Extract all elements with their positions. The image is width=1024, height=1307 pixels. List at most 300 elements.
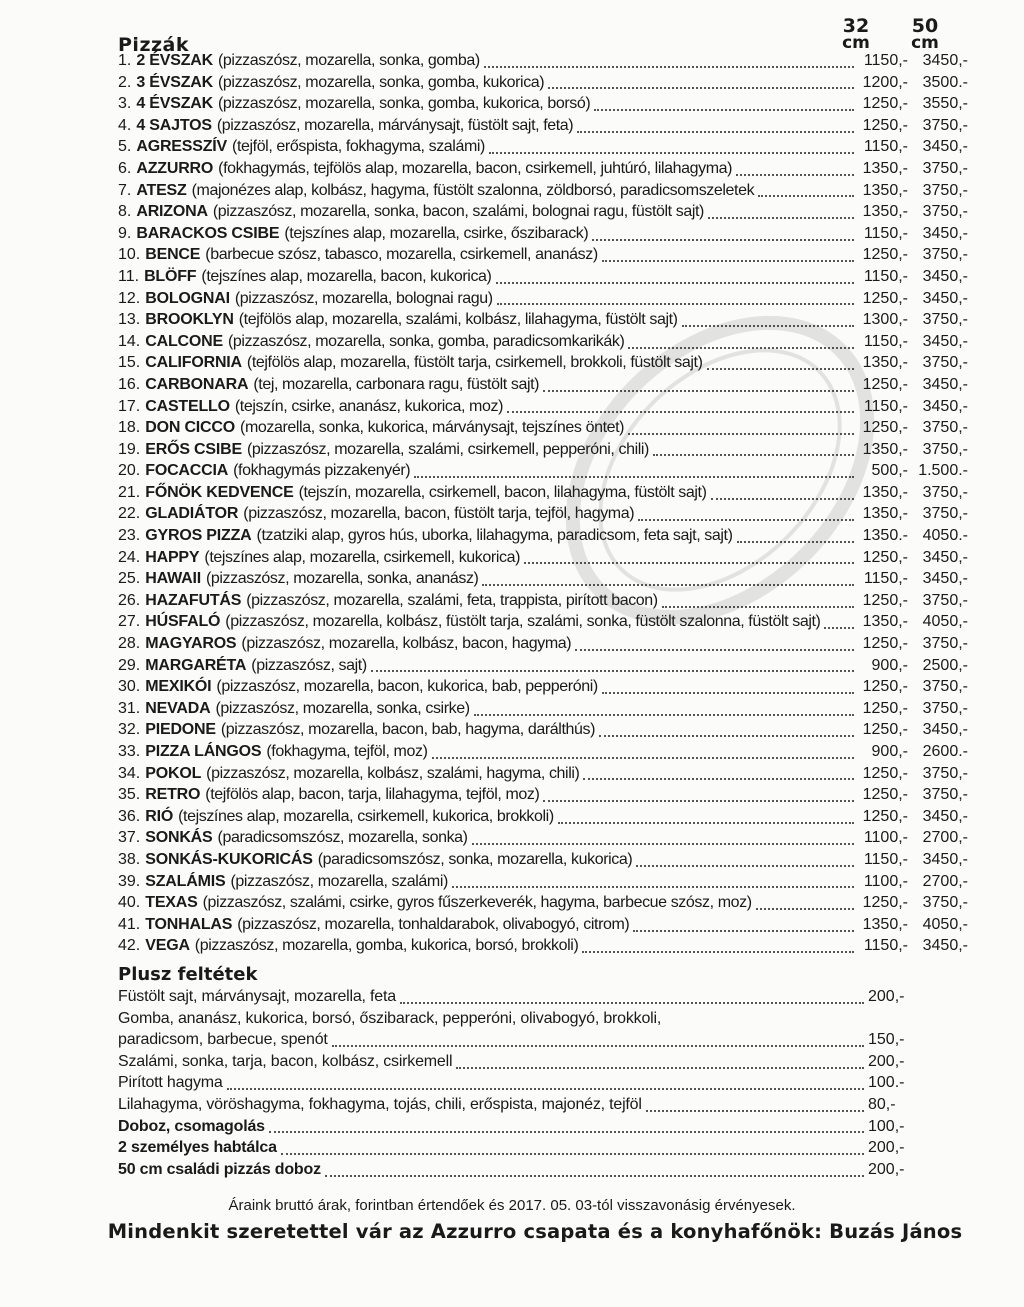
price-32cm: 1250,- [862,894,908,912]
dot-leader [281,1153,864,1155]
pizzas-heading: Pizzák [118,34,190,56]
pizza-ingredients: (tejszínes alap, mozarella, csirkemell, kukorica) [204,548,521,566]
size-header-32 [826,15,886,53]
pizza-number: 36. [118,807,141,825]
pizza-name: SZALÁMIS [145,872,226,890]
price-32cm: 1100,- [863,872,908,890]
pizza-number: 29. [118,656,141,674]
price-50cm: 3750,- [922,505,968,523]
pizza-row [118,829,968,851]
price-50cm: 4050.- [922,527,968,545]
pizza-ingredients: (tejfölös alap, mozarella, füstölt tarja, csirkemell, brokkoli, füstölt sajt) [246,354,703,372]
price-32cm: 1250,- [862,721,908,739]
dot-leader [592,239,854,241]
pizza-list [118,52,968,959]
extras-heading: Plusz feltétek [118,964,258,985]
price-50cm: 3750,- [922,894,968,912]
price-32cm: 1250,- [862,246,908,264]
extra-price: 80,- [868,1095,896,1113]
price-32cm: 1350.- [862,527,908,545]
pizza-number: 6. [118,159,132,177]
pizza-name: DON CICCO [145,419,236,437]
extra-name: Gomba, ananász, kukorica, borsó, őszibarack, pepperóni, olivabogyó, brokkoli, [118,1009,662,1027]
price-32cm: 1250,- [862,786,908,804]
pizza-ingredients: (paradicsomszósz, mozarella, sonka) [217,829,468,847]
size-header-50 [895,15,955,53]
pizza-ingredients: (pizzaszósz, mozarella, sonka, ananász) [205,570,479,588]
price-32cm: 1350,- [862,159,908,177]
pizza-name: CARBONARA [145,375,249,393]
price-50cm: 3750,- [922,483,968,501]
pizza-row [118,894,968,916]
price-50cm: 2600.- [922,743,968,760]
price-50cm: 3750,- [922,203,968,221]
pizza-number: 11. [118,267,140,285]
pizza-name: NEVADA [145,699,211,717]
pizza-number: 41. [118,915,141,933]
price-50cm: 3450,- [922,721,968,739]
pizza-row [118,721,968,743]
price-32cm: 1350,- [862,203,908,221]
extra-price: 200,- [868,1139,905,1157]
dot-leader [583,778,854,780]
price-50cm: 3450,- [922,267,968,285]
extra-name: Lilahagyma, vöröshagyma, fokhagyma, tojás, chili, erőspista, majonéz, tejföl [118,1095,642,1113]
pizza-row [118,441,968,463]
dot-leader [482,584,854,586]
pizza-name: VEGA [145,937,190,955]
dot-leader [646,1110,864,1112]
pizza-ingredients: (pizzaszósz, mozarella, sonka, gomba, kukorica, borsó) [218,95,591,113]
price-50cm: 4050,- [922,613,968,631]
size-32-number: 32 [842,15,870,37]
price-32cm: 1350,- [862,181,908,199]
dot-leader [577,131,854,133]
dot-leader [524,562,854,564]
price-32cm: 1150,- [863,138,908,156]
pizza-name: BROOKLYN [145,311,234,329]
pizza-name: 2 ÉVSZAK [136,52,213,69]
extra-name: Szalámi, sonka, tarja, bacon, kolbász, csirkemell [118,1052,453,1070]
dot-leader [602,692,854,694]
pizza-row [118,657,968,679]
price-50cm: 3750,- [922,764,968,782]
pizza-row [118,743,968,765]
pizza-name: HAPPY [145,548,200,566]
pizza-name: CASTELLO [145,397,230,415]
price-50cm: 3550,- [922,95,968,113]
pizza-name: PIEDONE [145,721,216,739]
dot-leader [496,282,855,284]
pizza-number: 17. [118,397,141,415]
pizza-number: 35. [118,786,141,804]
pizza-number: 7. [118,181,132,199]
pizza-name: RIÓ [145,807,174,825]
pizza-name: FOCACCIA [145,462,229,480]
pizza-ingredients: (fokhagymás, tejfölös alap, mozarella, bacon, csirkemell, juhtúró, lilahagyma) [218,159,733,177]
dot-leader [371,670,854,672]
pizza-row [118,937,968,959]
pizza-ingredients: (pizzaszósz, mozarella, márványsajt, füstölt sajt, feta) [216,116,574,134]
price-32cm: 1250,- [862,807,908,825]
pizza-ingredients: (tejfölös alap, mozarella, szalámi, kolbász, lilahagyma, füstölt sajt) [238,311,678,329]
price-50cm: 3450,- [922,332,968,350]
price-50cm: 3450,- [922,937,968,955]
dot-leader [633,930,854,932]
dot-leader [472,843,854,845]
dot-leader [636,865,854,867]
dot-leader [628,347,854,349]
dot-leader [653,454,854,456]
pizza-ingredients: (pizzaszósz, mozarella, tonhaldarabok, olivabogyó, citrom) [237,915,630,933]
pizza-number: 38. [118,850,141,868]
price-50cm: 3750,- [922,354,968,372]
pizza-name: 4 SAJTOS [136,116,212,134]
dot-leader [582,951,854,953]
dot-leader [707,368,854,370]
dot-leader [737,541,854,543]
pizza-row [118,268,968,290]
pizza-row [118,225,968,247]
price-50cm: 3450,- [922,548,968,566]
pizza-ingredients: (pizzaszósz, mozarella, bacon, füstölt tarja, tejföl, hagyma) [243,505,635,523]
price-50cm: 3500.- [922,73,968,91]
dot-leader [548,87,854,89]
pizza-number: 14. [118,332,141,350]
pizza-ingredients: (pizzaszósz, mozarella, sonka, gomba, kukorica) [218,73,545,91]
extra-price: 200,- [868,988,905,1005]
pizza-name: ATESZ [136,181,187,199]
pizza-ingredients: (barbecue szósz, tabasco, mozarella, csirkemell, ananász) [205,246,598,264]
extra-name: Pirított hagyma [118,1074,223,1092]
pizza-name: AGRESSZÍV [136,138,228,156]
dot-leader [497,303,854,305]
pizza-row [118,549,968,571]
pizza-name: TEXAS [145,894,198,912]
pizza-row [118,484,968,506]
pizza-row [118,95,968,117]
pizza-number: 13. [118,311,141,329]
pizza-name: MARGARÉTA [145,656,247,674]
dot-leader [575,649,854,651]
dot-leader [489,152,854,154]
extra-price: 150,- [868,1031,905,1049]
dot-leader [543,800,854,802]
dot-leader [325,1175,864,1177]
extra-row [118,1118,908,1140]
extra-name: Füstölt sajt, márványsajt, mozarella, feta [118,988,396,1005]
price-32cm: 1250,- [862,699,908,717]
pizza-number: 22. [118,505,141,523]
pizza-ingredients: (pizzaszósz, mozarella, sonka, bacon, szalámi, bolognai ragu, füstölt sajt) [212,203,704,221]
price-32cm: 500,- [871,462,908,480]
price-32cm: 1250,- [862,764,908,782]
pizza-number: 16. [118,375,141,393]
price-32cm: 1150,- [863,937,908,955]
dot-leader [594,109,854,111]
pizza-row [118,916,968,938]
pizza-number: 8. [118,203,132,221]
price-50cm: 3750,- [922,699,968,717]
extra-price: 100.- [868,1074,905,1092]
price-32cm: 1350,- [862,483,908,501]
extra-row [118,1053,908,1075]
pizza-name: FŐNÖK KEDVENCE [145,483,294,501]
dot-leader [602,260,854,262]
pizza-number: 30. [118,678,141,696]
pizza-row [118,765,968,787]
pizza-row [118,160,968,182]
pizza-number: 3. [118,95,132,113]
price-50cm: 3450,- [922,52,968,69]
dot-leader [662,606,854,608]
pizza-number: 24. [118,548,141,566]
footer-greeting: Mindenkit szeretettel vár az Azzurro csapata és a konyhafőnök: Buzás János [107,1220,963,1243]
price-32cm: 1150,- [863,332,908,350]
price-32cm: 1350,- [862,915,908,933]
pizza-row [118,246,968,268]
pizza-row [118,290,968,312]
dot-leader [682,325,854,327]
pizza-number: 37. [118,829,141,847]
price-50cm: 2500,- [922,656,968,674]
pizza-row [118,138,968,160]
price-50cm: 3750,- [922,678,968,696]
pizza-number: 25. [118,570,141,588]
price-32cm: 1250,- [862,116,908,134]
pizza-name: CALIFORNIA [145,354,242,372]
price-50cm: 3450,- [922,850,968,868]
extra-row [118,1074,908,1096]
pizza-row [118,678,968,700]
pizza-ingredients: (tejszínes alap, mozarella, csirke, őszibarack) [284,224,589,242]
price-32cm: 1350,- [862,354,908,372]
price-50cm: 3750,- [922,116,968,134]
price-32cm: 1250,- [862,375,908,393]
price-32cm: 1150,- [863,224,908,242]
pizza-row [118,333,968,355]
pizza-number: 18. [118,419,141,437]
pizza-ingredients: (tejszínes alap, mozarella, csirkemell, kukorica, brokkoli) [178,807,554,825]
pizza-name: RETRO [145,786,201,804]
price-32cm: 900,- [871,743,908,760]
price-32cm: 1350,- [862,440,908,458]
dot-leader [269,1131,864,1133]
pizza-row [118,700,968,722]
pizza-row [118,786,968,808]
dot-leader [824,627,854,629]
pizza-name: PIZZA LÁNGOS [145,743,262,760]
price-32cm: 1300,- [862,311,908,329]
dot-leader [507,411,854,413]
pizza-ingredients: (pizzaszósz, szalámi, csirke, gyros fűszerkeverék, hagyma, barbecue szósz, moz) [202,894,752,912]
dot-leader [599,735,854,737]
price-32cm: 1200,- [862,73,908,91]
extra-row [118,1139,908,1161]
dot-leader [414,476,854,478]
price-32cm: 1250,- [862,95,908,113]
price-32cm: 1250,- [862,419,908,437]
pizza-name: MEXIKÓI [145,678,212,696]
dot-leader [400,1002,864,1004]
pizza-ingredients: (tejszín, mozarella, csirkemell, bacon, lilahagyma, füstölt sajt) [298,483,707,501]
pizza-number: 27. [118,613,141,631]
size-32-unit: cm [842,33,870,53]
price-32cm: 1100,- [863,829,908,847]
pizza-name: GLADIÁTOR [145,505,239,523]
price-50cm: 3750,- [922,591,968,609]
price-50cm: 3750,- [922,246,968,264]
dot-leader [543,390,854,392]
dot-leader [432,757,854,759]
extras-list [118,988,908,1182]
pizza-name: HAZAFUTÁS [145,591,242,609]
pizza-name: AZZURRO [136,159,214,177]
price-50cm: 3750,- [922,635,968,653]
dot-leader [456,1067,864,1069]
price-32cm: 1150,- [863,52,908,69]
price-50cm: 3450,- [922,138,968,156]
pizza-row [118,52,968,74]
pizza-ingredients: (tejszínes alap, mozarella, bacon, kukorica) [201,267,492,285]
pizza-row [118,74,968,96]
pizza-name: 3 ÉVSZAK [136,73,213,91]
pizza-number: 5. [118,138,132,156]
pizza-ingredients: (pizzaszósz, mozarella, sonka, gomba) [218,52,480,69]
pizza-name: ERŐS CSIBE [145,440,242,458]
pizza-number: 4. [118,116,132,134]
pizza-row [118,182,968,204]
pizza-number: 31. [118,699,141,717]
pizza-ingredients: (paradicsomszósz, sonka, mozarella, kukorica) [317,850,633,868]
pizza-row [118,117,968,139]
pizza-ingredients: (pizzaszósz, mozarella, szalámi, feta, trappista, pirított bacon) [246,591,658,609]
pizza-row [118,808,968,830]
extra-row [118,1031,908,1053]
price-32cm: 1350,- [862,505,908,523]
pizza-name: TONHALAS [145,915,233,933]
dot-leader [628,433,854,435]
pizza-number: 10. [118,246,141,264]
dot-leader [758,195,854,197]
dot-leader [484,66,854,68]
pizza-ingredients: (pizzaszósz, mozarella, kolbász, bacon, hagyma) [241,635,572,653]
price-50cm: 3750,- [922,181,968,199]
pizza-number: 20. [118,462,141,480]
pizza-number: 19. [118,440,141,458]
pizza-ingredients: (pizzaszósz, mozarella, bacon, bab, hagyma, darálthús) [220,721,596,739]
pizza-number: 42. [118,937,141,955]
extra-price: 100,- [868,1117,905,1135]
price-50cm: 1.500.- [918,462,968,480]
price-note: Áraink bruttó árak, forintban értendőek és 2017. 05. 03-tól visszavonásig érvényesek. [228,1197,796,1214]
pizza-row [118,419,968,441]
pizza-name: CALCONE [145,332,223,350]
pizza-row [118,376,968,398]
pizza-name: SONKÁS-KUKORICÁS [145,850,313,868]
pizza-row [118,354,968,376]
pizza-name: 4 ÉVSZAK [136,95,213,113]
pizza-ingredients: (fokhagymás pizzakenyér) [233,462,411,480]
price-50cm: 3450,- [922,570,968,588]
pizza-ingredients: (pizzaszósz, mozarella, kolbász, szalámi, hagyma, chili) [206,764,580,782]
dot-leader [736,174,854,176]
pizza-name: BENCE [145,246,201,264]
price-50cm: 3750,- [922,786,968,804]
pizza-row [118,635,968,657]
pizza-name: HAWAII [145,570,201,588]
pizza-ingredients: (tejfölös alap, bacon, tarja, lilahagyma, tejföl, moz) [205,786,540,804]
dot-leader [558,822,854,824]
price-32cm: 1150,- [863,850,908,868]
price-32cm: 1250,- [862,591,908,609]
dot-leader [711,498,854,500]
pizza-ingredients: (pizzaszósz, mozarella, bolognai ragu) [234,289,493,307]
pizza-ingredients: (tzatziki alap, gyros hús, uborka, lilahagyma, paradicsom, feta sajt, sajt) [256,527,733,545]
pizza-ingredients: (fokhagyma, tejföl, moz) [266,743,428,760]
pizza-row [118,873,968,895]
pizza-ingredients: (pizzaszósz, mozarella, gomba, kukorica, borsó, brokkoli) [194,937,579,955]
pizza-number: 26. [118,591,141,609]
price-50cm: 3450,- [922,375,968,393]
dot-leader [708,217,854,219]
pizza-ingredients: (tej, mozarella, carbonara ragu, füstölt sajt) [253,375,540,393]
pizza-number: 9. [118,224,132,242]
pizza-row [118,462,968,484]
pizza-row [118,398,968,420]
pizza-row [118,505,968,527]
price-50cm: 3750,- [922,440,968,458]
pizza-number: 33. [118,743,141,760]
extra-price: 200,- [868,1052,905,1070]
pizza-number: 1. [118,52,132,69]
pizza-ingredients: (tejszín, csirke, ananász, kukorica, moz) [234,397,504,415]
pizza-row [118,851,968,873]
extra-price: 200,- [868,1160,905,1178]
pizza-number: 15. [118,354,141,372]
pizza-name: POKOL [145,764,202,782]
pizza-name: HÚSFALÓ [145,613,221,631]
pizza-number: 34. [118,764,141,782]
pizza-name: ARIZONA [136,203,208,221]
price-32cm: 1250,- [862,678,908,696]
price-50cm: 3450,- [922,807,968,825]
pizza-name: GYROS PIZZA [145,527,252,545]
extra-name: 2 személyes habtálca [118,1139,277,1157]
pizza-number: 21. [118,483,141,501]
price-32cm: 1250,- [862,289,908,307]
dot-leader [474,714,854,716]
pizza-ingredients: (pizzaszósz, mozarella, kolbász, füstölt tarja, szalámi, sonka, füstölt szalonna, füstölt sajt) [225,613,821,631]
price-50cm: 4050,- [922,915,968,933]
price-32cm: 1250,- [862,548,908,566]
extra-row [118,1096,908,1118]
pizza-ingredients: (pizzaszósz, mozarella, bacon, kukorica, bab, pepperóni) [216,678,598,696]
price-50cm: 3450,- [922,224,968,242]
pizza-row [118,570,968,592]
pizza-ingredients: (pizzaszósz, sajt) [251,656,367,674]
price-32cm: 1150,- [863,570,908,588]
pizza-ingredients: (majonézes alap, kolbász, hagyma, füstölt szalonna, zöldborsó, paradicsomszeletek [191,181,755,199]
pizza-row [118,613,968,635]
price-32cm: 1150,- [863,267,908,285]
pizza-number: 32. [118,721,141,739]
extra-row [118,1161,908,1183]
size-50-number: 50 [911,15,939,37]
pizza-ingredients: (tejföl, erőspista, fokhagyma, szalámi) [232,138,485,156]
dot-leader [227,1088,864,1090]
price-32cm: 1150,- [863,397,908,415]
